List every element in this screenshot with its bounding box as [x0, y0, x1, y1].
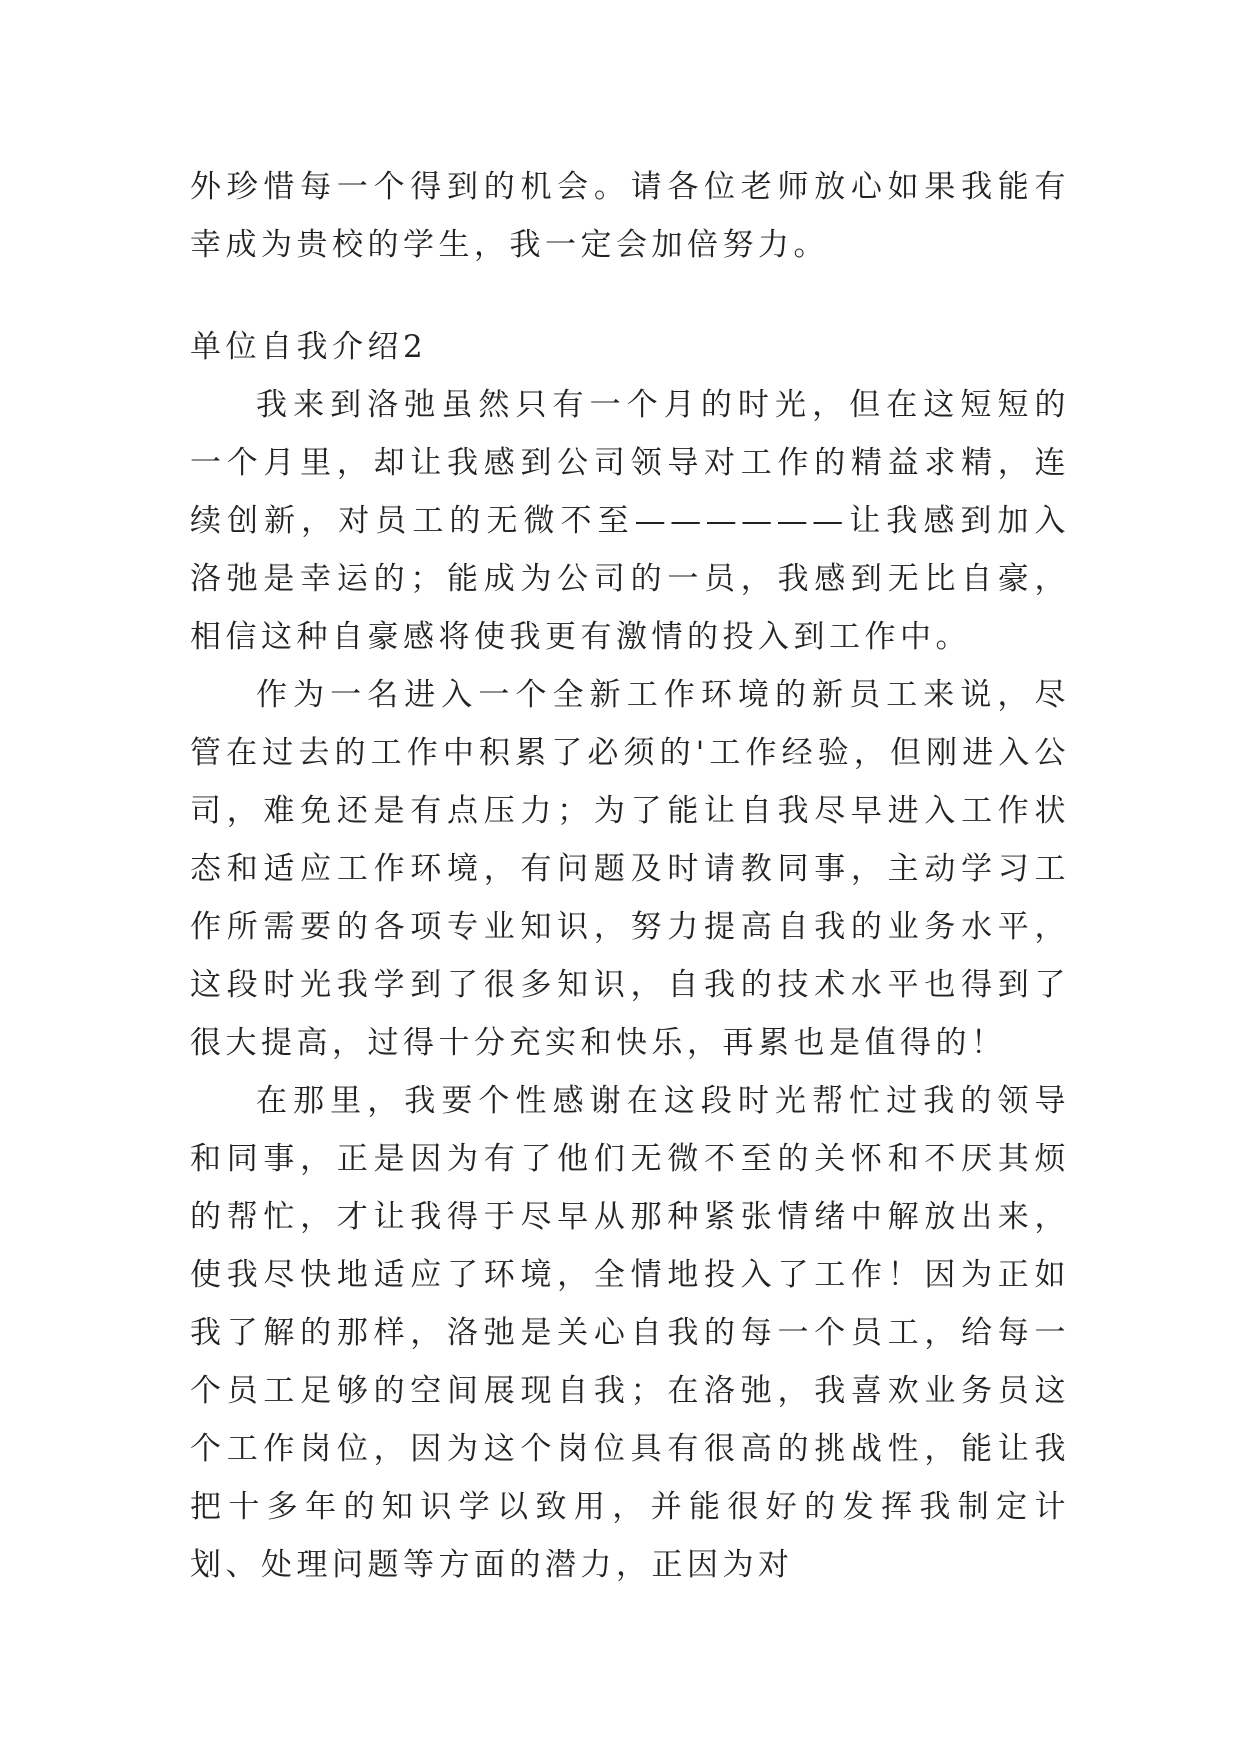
body-paragraph-2: 作为一名进入一个全新工作环境的新员工来说，尽管在过去的工作中积累了必须的'工作经验，但刚进入公司，难免还是有点压力；为了能让自我尽早进入工作状态和适应工作环境，有问题及时请教同事，主动学习工作所需要的各项专业知识，努力提高自我的业务水平，这段时光我学到了很多知识，自我的技术水平也得到了很大提高，过得十分充实和快乐，再累也是值得的！: [190, 677, 1070, 1061]
section-title: 单位自我介绍2: [190, 329, 428, 365]
document-body: [190, 158, 1070, 1594]
body-paragraph-3: 在那里，我要个性感谢在这段时光帮忙过我的领导和同事，正是因为有了他们无微不至的关怀和不厌其烦的帮忙，才让我得于尽早从那种紧张情绪中解放出来，使我尽快地适应了环境，全情地投入了工作！因为正如我了解的那样，洛弛是关心自我的每一个员工，给每一个员工足够的空间展现自我；在洛弛，我喜欢业务员这个工作岗位，因为这个岗位具有很高的挑战性，能让我把十多年的知识学以致用，并能很好的发挥我制定计划、处理问题等方面的潜力，正因为对: [190, 1083, 1070, 1583]
continuation-paragraph: 外珍惜每一个得到的机会。请各位老师放心如果我能有幸成为贵校的学生，我一定会加倍努力。: [190, 169, 1070, 263]
body-paragraph-1: 我来到洛弛虽然只有一个月的时光，但在这短短的一个月里，却让我感到公司领导对工作的精益求精，连续创新，对员工的无微不至——————让我感到加入洛弛是幸运的；能成为公司的一员，我感到无比自豪，相信这种自豪感将使我更有激情的投入到工作中。: [190, 387, 1070, 655]
